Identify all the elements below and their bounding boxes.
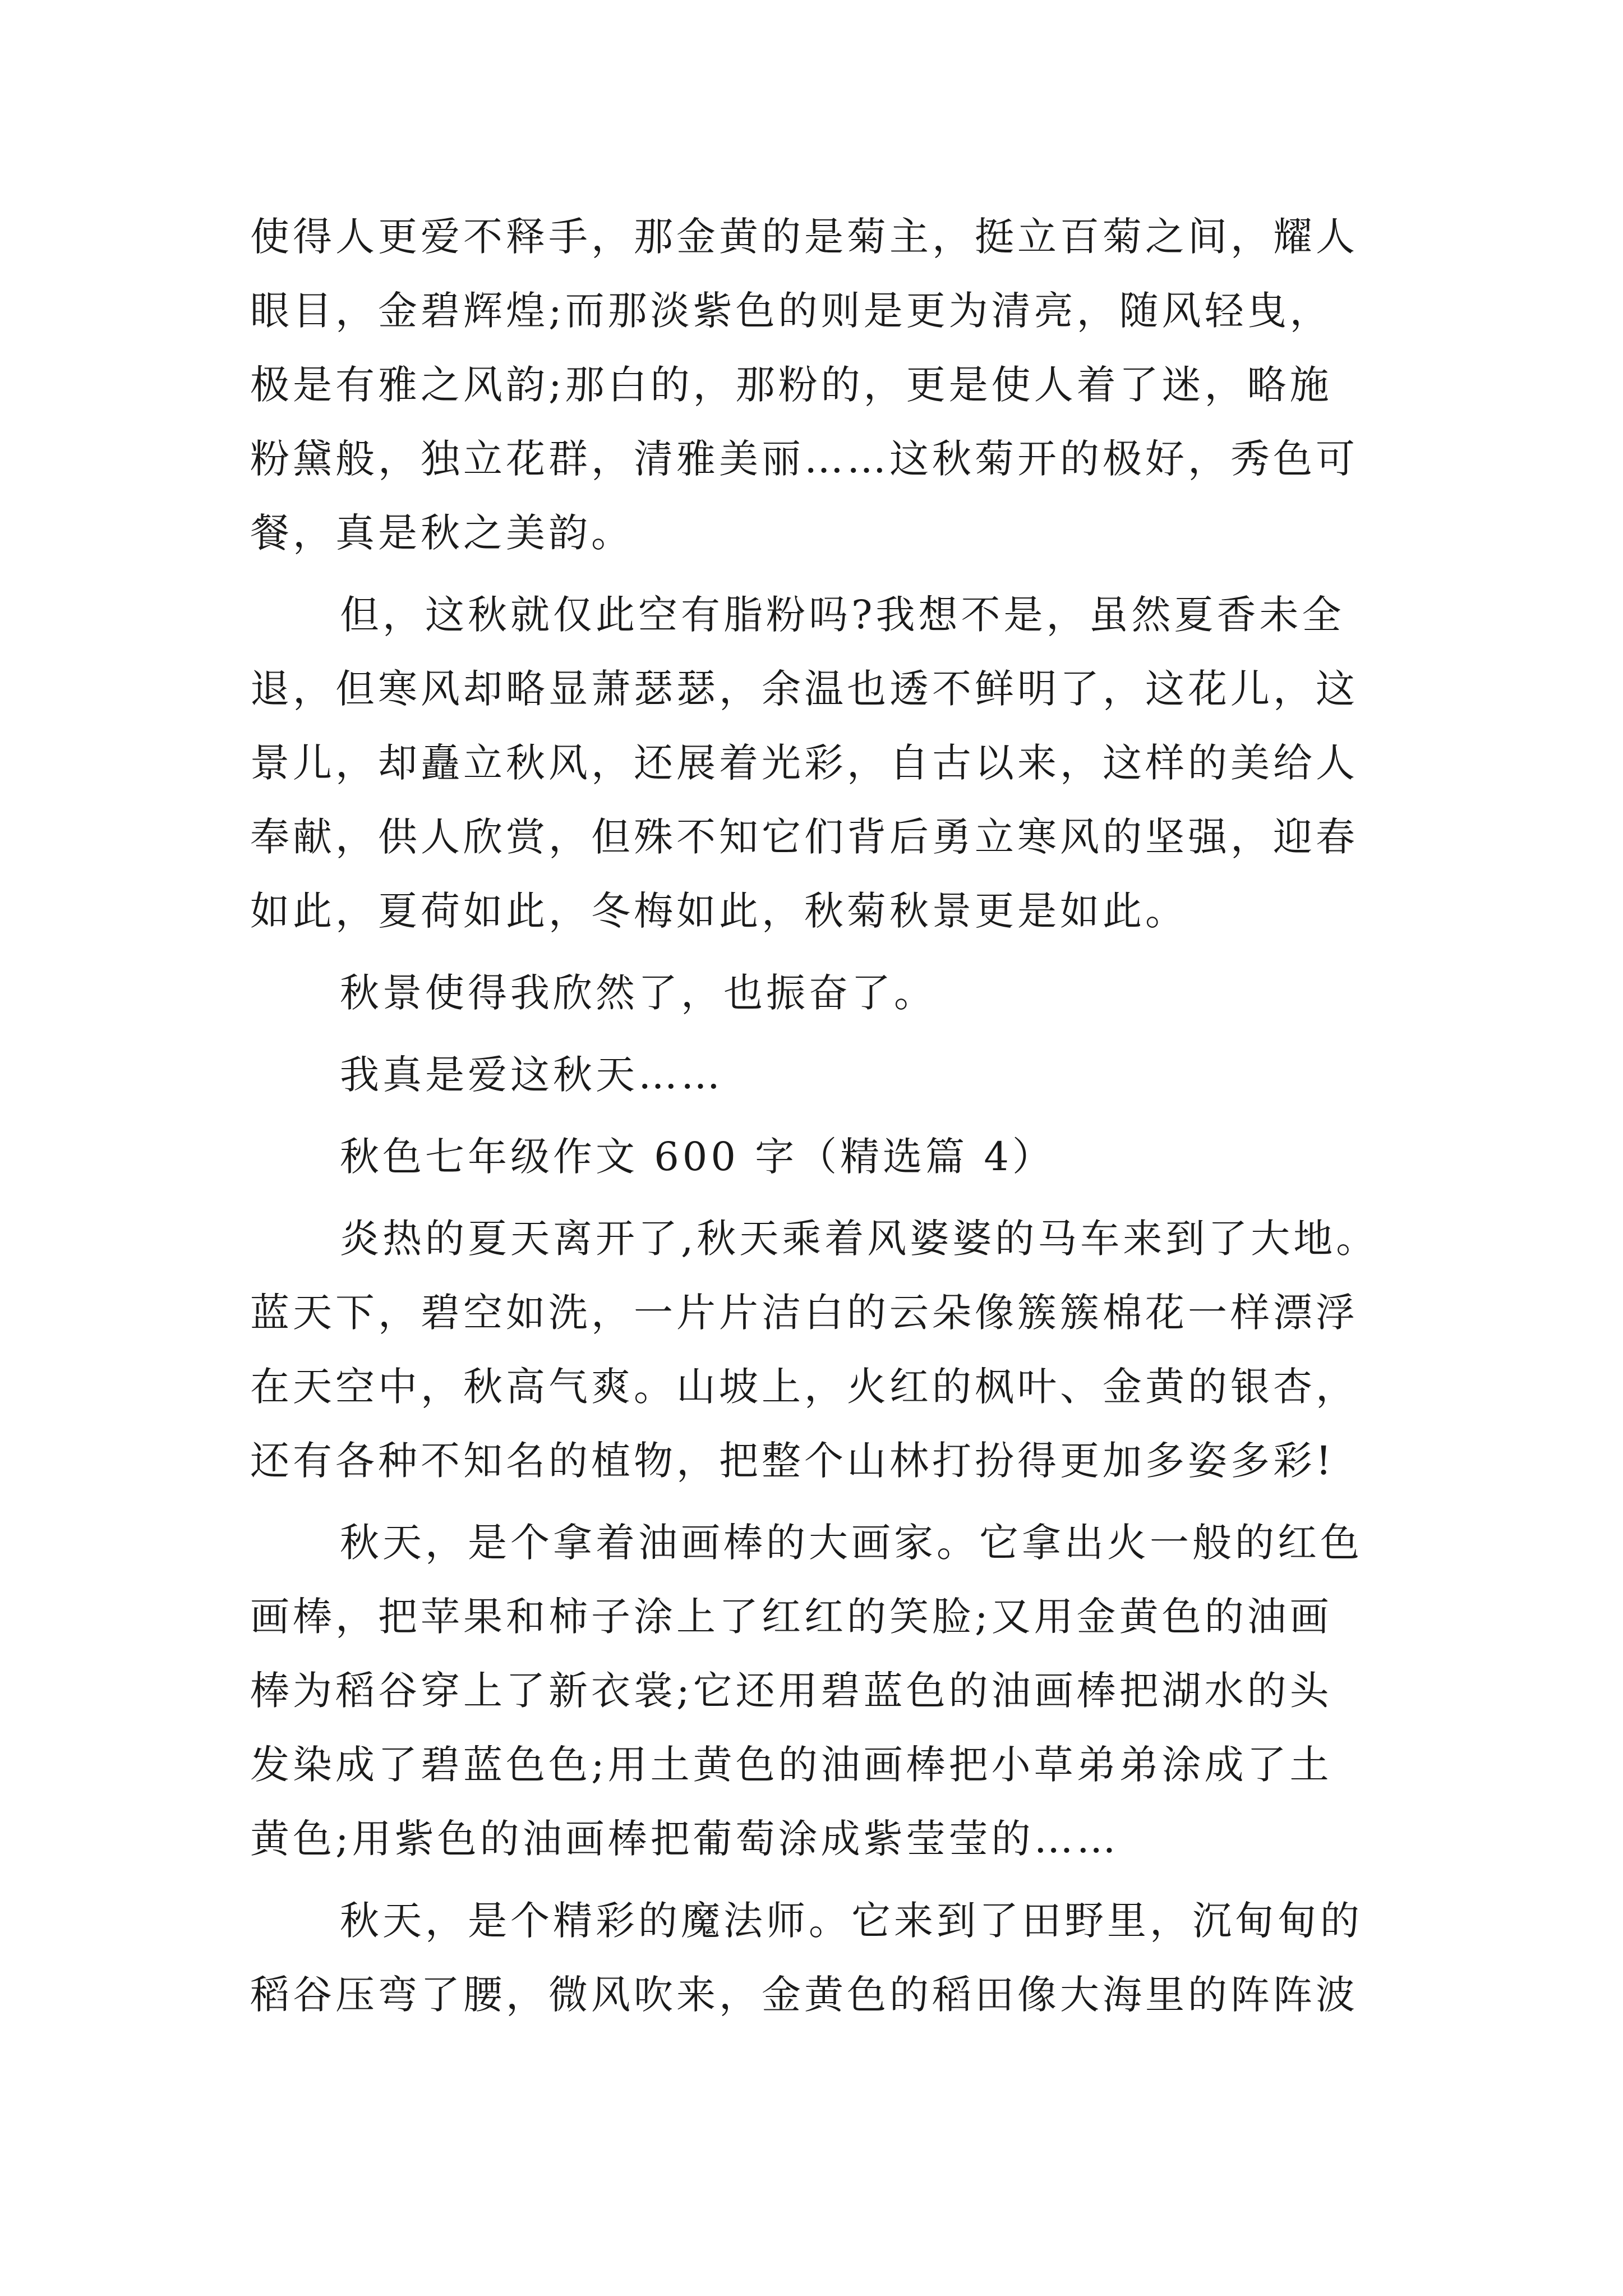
paragraph-first-line: 秋天，是个拿着油画棒的大画家。它拿出火一般的红色 [340, 1520, 1363, 1566]
section-heading: 秋色七年级作文 600 字（精选篇 4） [340, 1134, 1055, 1180]
text-line: 餐，真是秋之美韵。 [250, 510, 634, 556]
text-line: 如此，夏荷如此，冬梅如此，秋菊秋景更是如此。 [250, 888, 1188, 934]
text-line: 黄色;用紫色的油画棒把葡萄涂成紫莹莹的…… [250, 1816, 1119, 1862]
paragraph-first-line: 秋天，是个精彩的魔法师。它来到了田野里，沉甸甸的 [340, 1898, 1363, 1944]
paragraph-first-line: 炎热的夏天离开了,秋天乘着风婆婆的马车来到了大地。 [340, 1216, 1379, 1262]
text-line: 画棒，把苹果和柿子涂上了红红的笑脸;又用金黄色的油画 [250, 1594, 1332, 1640]
text-line: 奉献，供人欣赏，但殊不知它们背后勇立寒风的坚强，迎春 [250, 814, 1358, 860]
text-line: 粉黛般，独立花群，清雅美丽……这秋菊开的极好，秀色可 [250, 436, 1358, 482]
paragraph-first-line: 秋景使得我欣然了，也振奋了。 [340, 970, 937, 1016]
paragraph-first-line: 但，这秋就仅此空有脂粉吗?我想不是，虽然夏香未全 [340, 592, 1345, 638]
text-line: 蓝天下，碧空如洗，一片片洁白的云朵像簇簇棉花一样漂浮 [250, 1290, 1358, 1336]
paragraph-first-line: 我真是爱这秋天…… [340, 1052, 723, 1098]
text-line: 退，但寒风却略显萧瑟瑟，余温也透不鲜明了，这花儿，这 [250, 666, 1358, 712]
text-line: 稻谷压弯了腰，微风吹来，金黄色的稻田像大海里的阵阵波 [250, 1972, 1358, 2018]
text-line: 眼目，金碧辉煌;而那淡紫色的则是更为清亮，随风轻曳， [250, 288, 1332, 334]
text-line: 棒为稻谷穿上了新衣裳;它还用碧蓝色的油画棒把湖水的头 [250, 1668, 1332, 1714]
text-line: 景儿，却矗立秋风，还展着光彩，自古以来，这样的美给人 [250, 740, 1358, 786]
text-line: 发染成了碧蓝色色;用土黄色的油画棒把小草弟弟涂成了土 [250, 1742, 1332, 1788]
text-line: 使得人更爱不释手，那金黄的是菊主，挺立百菊之间，耀人 [250, 214, 1358, 260]
text-line: 极是有雅之风韵;那白的，那粉的，更是使人着了迷，略施 [250, 362, 1332, 408]
text-line: 在天空中，秋高气爽。山坡上，火红的枫叶、金黄的银杏， [250, 1364, 1358, 1410]
text-line: 还有各种不知名的植物，把整个山林打扮得更加多姿多彩! [250, 1438, 1335, 1484]
